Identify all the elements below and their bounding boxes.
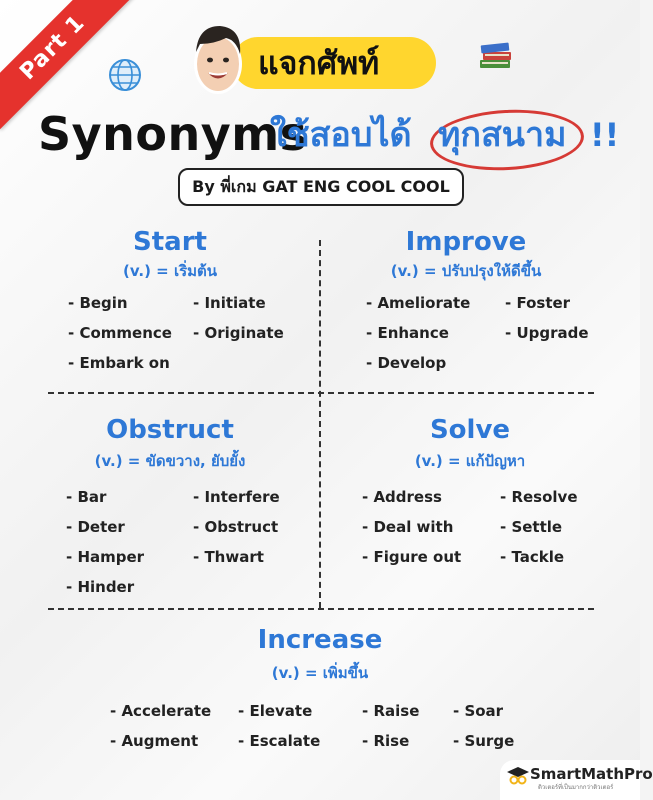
section-title-improve: Improve [405, 227, 527, 257]
word-soar: - Soar [453, 702, 504, 720]
graduation-cap-icon [506, 764, 530, 788]
title-english: Synonyms [38, 107, 308, 161]
word-obstruct: - Obstruct [193, 518, 279, 536]
section-definition-increase: (v.) = เพิ่มขึ้น [271, 664, 369, 682]
horizontal-divider-bottom [48, 608, 594, 610]
word-originate: - Originate [193, 324, 284, 342]
word-settle: - Settle [500, 518, 563, 536]
horizontal-divider-middle [48, 392, 594, 394]
word-begin: - Begin [68, 294, 128, 312]
word-raise: - Raise [362, 702, 420, 720]
word-bar: - Bar [66, 488, 107, 506]
word-rise: - Rise [362, 732, 410, 750]
word-embark-on: - Embark on [68, 354, 170, 372]
word-augment: - Augment [110, 732, 199, 750]
word-accelerate: - Accelerate [110, 702, 212, 720]
word-hinder: - Hinder [66, 578, 135, 596]
logo-name-part1: Smart [530, 765, 582, 783]
title-thai-part2: ทุกสนาม [438, 115, 567, 155]
section-definition-obstruct: (v.) = ขัดขวาง, ยับยั้ง [94, 452, 246, 470]
word-deal-with: - Deal with [362, 518, 454, 536]
title-thai-part1: ใช้สอบได้ [270, 115, 412, 155]
word-ameliorate: - Ameliorate [366, 294, 471, 312]
byline: By พี่เกม GAT ENG COOL COOL [178, 168, 464, 206]
word-hamper: - Hamper [66, 548, 145, 566]
badge-label: แจกศัพท์ [258, 44, 380, 82]
word-foster: - Foster [505, 294, 571, 312]
section-title-solve: Solve [429, 415, 511, 445]
word-interfere: - Interfere [193, 488, 280, 506]
word-enhance: - Enhance [366, 324, 449, 342]
logo-tagline: ติวเตอร์ที่เป็นมากกว่าติวเตอร์ [538, 784, 614, 791]
word-elevate: - Elevate [238, 702, 313, 720]
word-initiate: - Initiate [193, 294, 266, 312]
word-upgrade: - Upgrade [505, 324, 589, 342]
ribbon-label: Part 1 [0, 0, 134, 129]
vertical-divider [319, 240, 321, 608]
word-escalate: - Escalate [238, 732, 321, 750]
section-title-increase: Increase [257, 625, 383, 655]
section-definition-improve: (v.) = ปรับปรุงให้ดีขึ้น [390, 262, 542, 280]
word-surge: - Surge [453, 732, 515, 750]
word-deter: - Deter [66, 518, 125, 536]
word-figure-out: - Figure out [362, 548, 462, 566]
section-definition-start: (v.) = เริ่มต้น [122, 262, 218, 280]
avatar [186, 18, 250, 98]
word-commence: - Commence [68, 324, 172, 342]
logo-name-part2: MathPro [581, 765, 653, 783]
logo-name [530, 764, 653, 784]
section-definition-solve: (v.) = แก้ปัญหา [414, 452, 526, 470]
books-icon [476, 34, 516, 74]
section-title-obstruct: Obstruct [106, 415, 234, 445]
word-resolve: - Resolve [500, 488, 578, 506]
section-title-start: Start [133, 227, 207, 257]
word-address: - Address [362, 488, 442, 506]
title-exclamation: !! [590, 116, 620, 154]
word-develop: - Develop [366, 354, 447, 372]
globe-icon [108, 58, 142, 92]
word-thwart: - Thwart [193, 548, 264, 566]
word-tackle: - Tackle [500, 548, 565, 566]
